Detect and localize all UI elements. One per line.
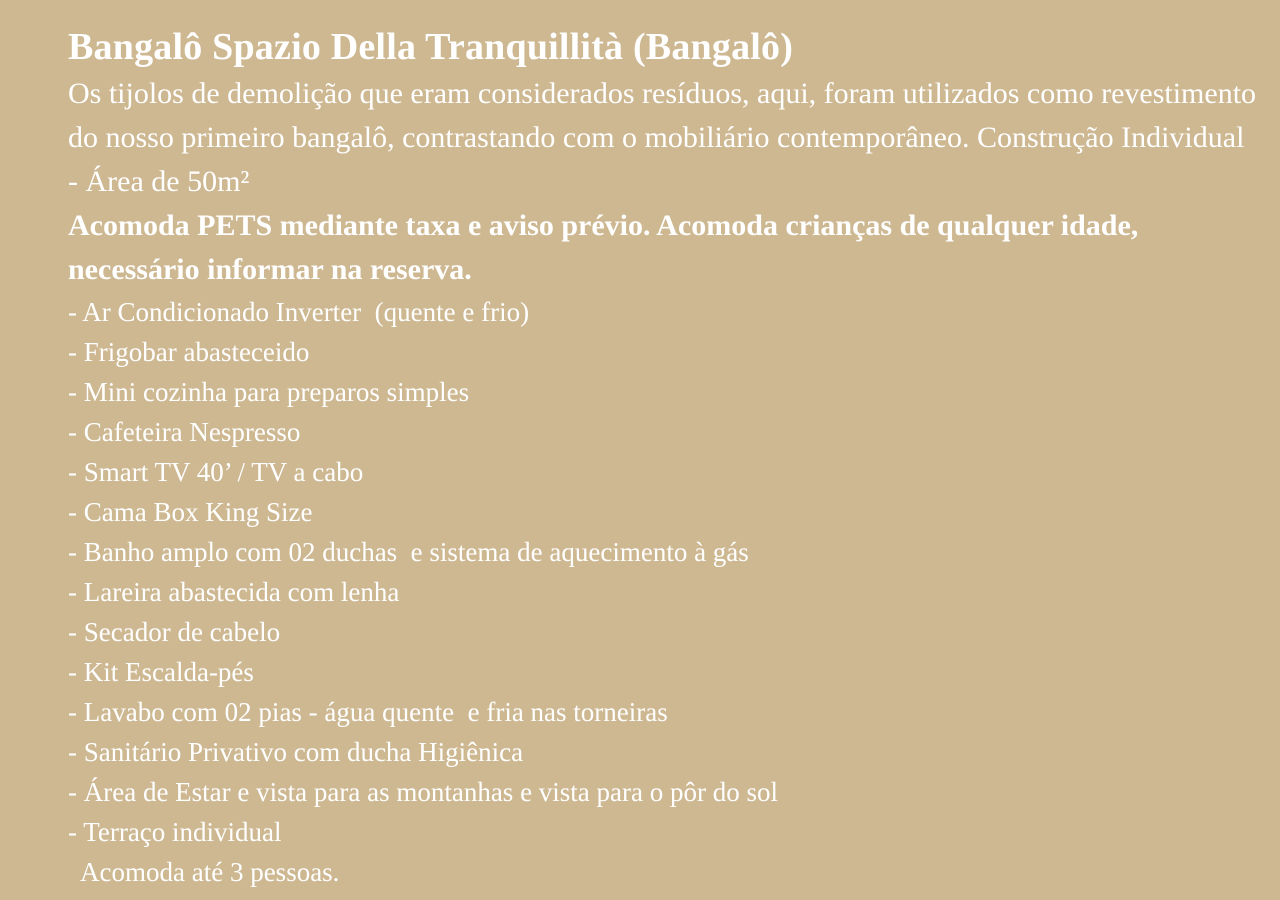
amenity-item: - Área de Estar e vista para as montanhas e vista para o pôr do sol — [68, 777, 779, 807]
amenities-list — [68, 292, 1258, 852]
amenity-item: - Smart TV 40’ / TV a cabo — [68, 457, 364, 487]
amenity-item: - Sanitário Privativo com ducha Higiênica — [68, 737, 524, 767]
amenity-item: - Cama Box King Size — [68, 497, 313, 527]
amenity-item: - Kit Escalda-pés — [68, 657, 254, 687]
amenity-item: - Cafeteira Nespresso — [68, 417, 301, 447]
room-title: Bangalô Spazio Della Tranquillità (Bangalô) — [68, 26, 794, 68]
amenity-item: - Lavabo com 02 pias - água quente e fria nas torneiras — [68, 697, 668, 727]
amenity-item: - Mini cozinha para preparos simples — [68, 377, 470, 407]
pets-children-notice: Acomoda PETS mediante taxa e aviso prévio. Acomoda crianças de qualquer idade, necessário informar na reserva. — [68, 209, 1139, 286]
room-description: Os tijolos de demolição que eram considerados resíduos, aqui, foram utilizados como revestimento do nosso primeiro bangalô, contrastando com o mobiliário contemporâneo. Construção Individual - Área de 50m² — [68, 77, 1257, 198]
amenity-item: - Banho amplo com 02 duchas e sistema de aquecimento à gás — [68, 537, 749, 567]
amenity-item: - Terraço individual — [68, 817, 282, 847]
amenity-item: - Secador de cabelo — [68, 617, 281, 647]
amenity-item: - Ar Condicionado Inverter (quente e frio) — [68, 297, 530, 327]
amenity-item: - Frigobar abasteceido — [68, 337, 310, 367]
capacity-note: Acomoda até 3 pessoas. — [68, 857, 340, 887]
room-description-panel — [68, 22, 1258, 892]
amenity-item: - Lareira abastecida com lenha — [68, 577, 400, 607]
